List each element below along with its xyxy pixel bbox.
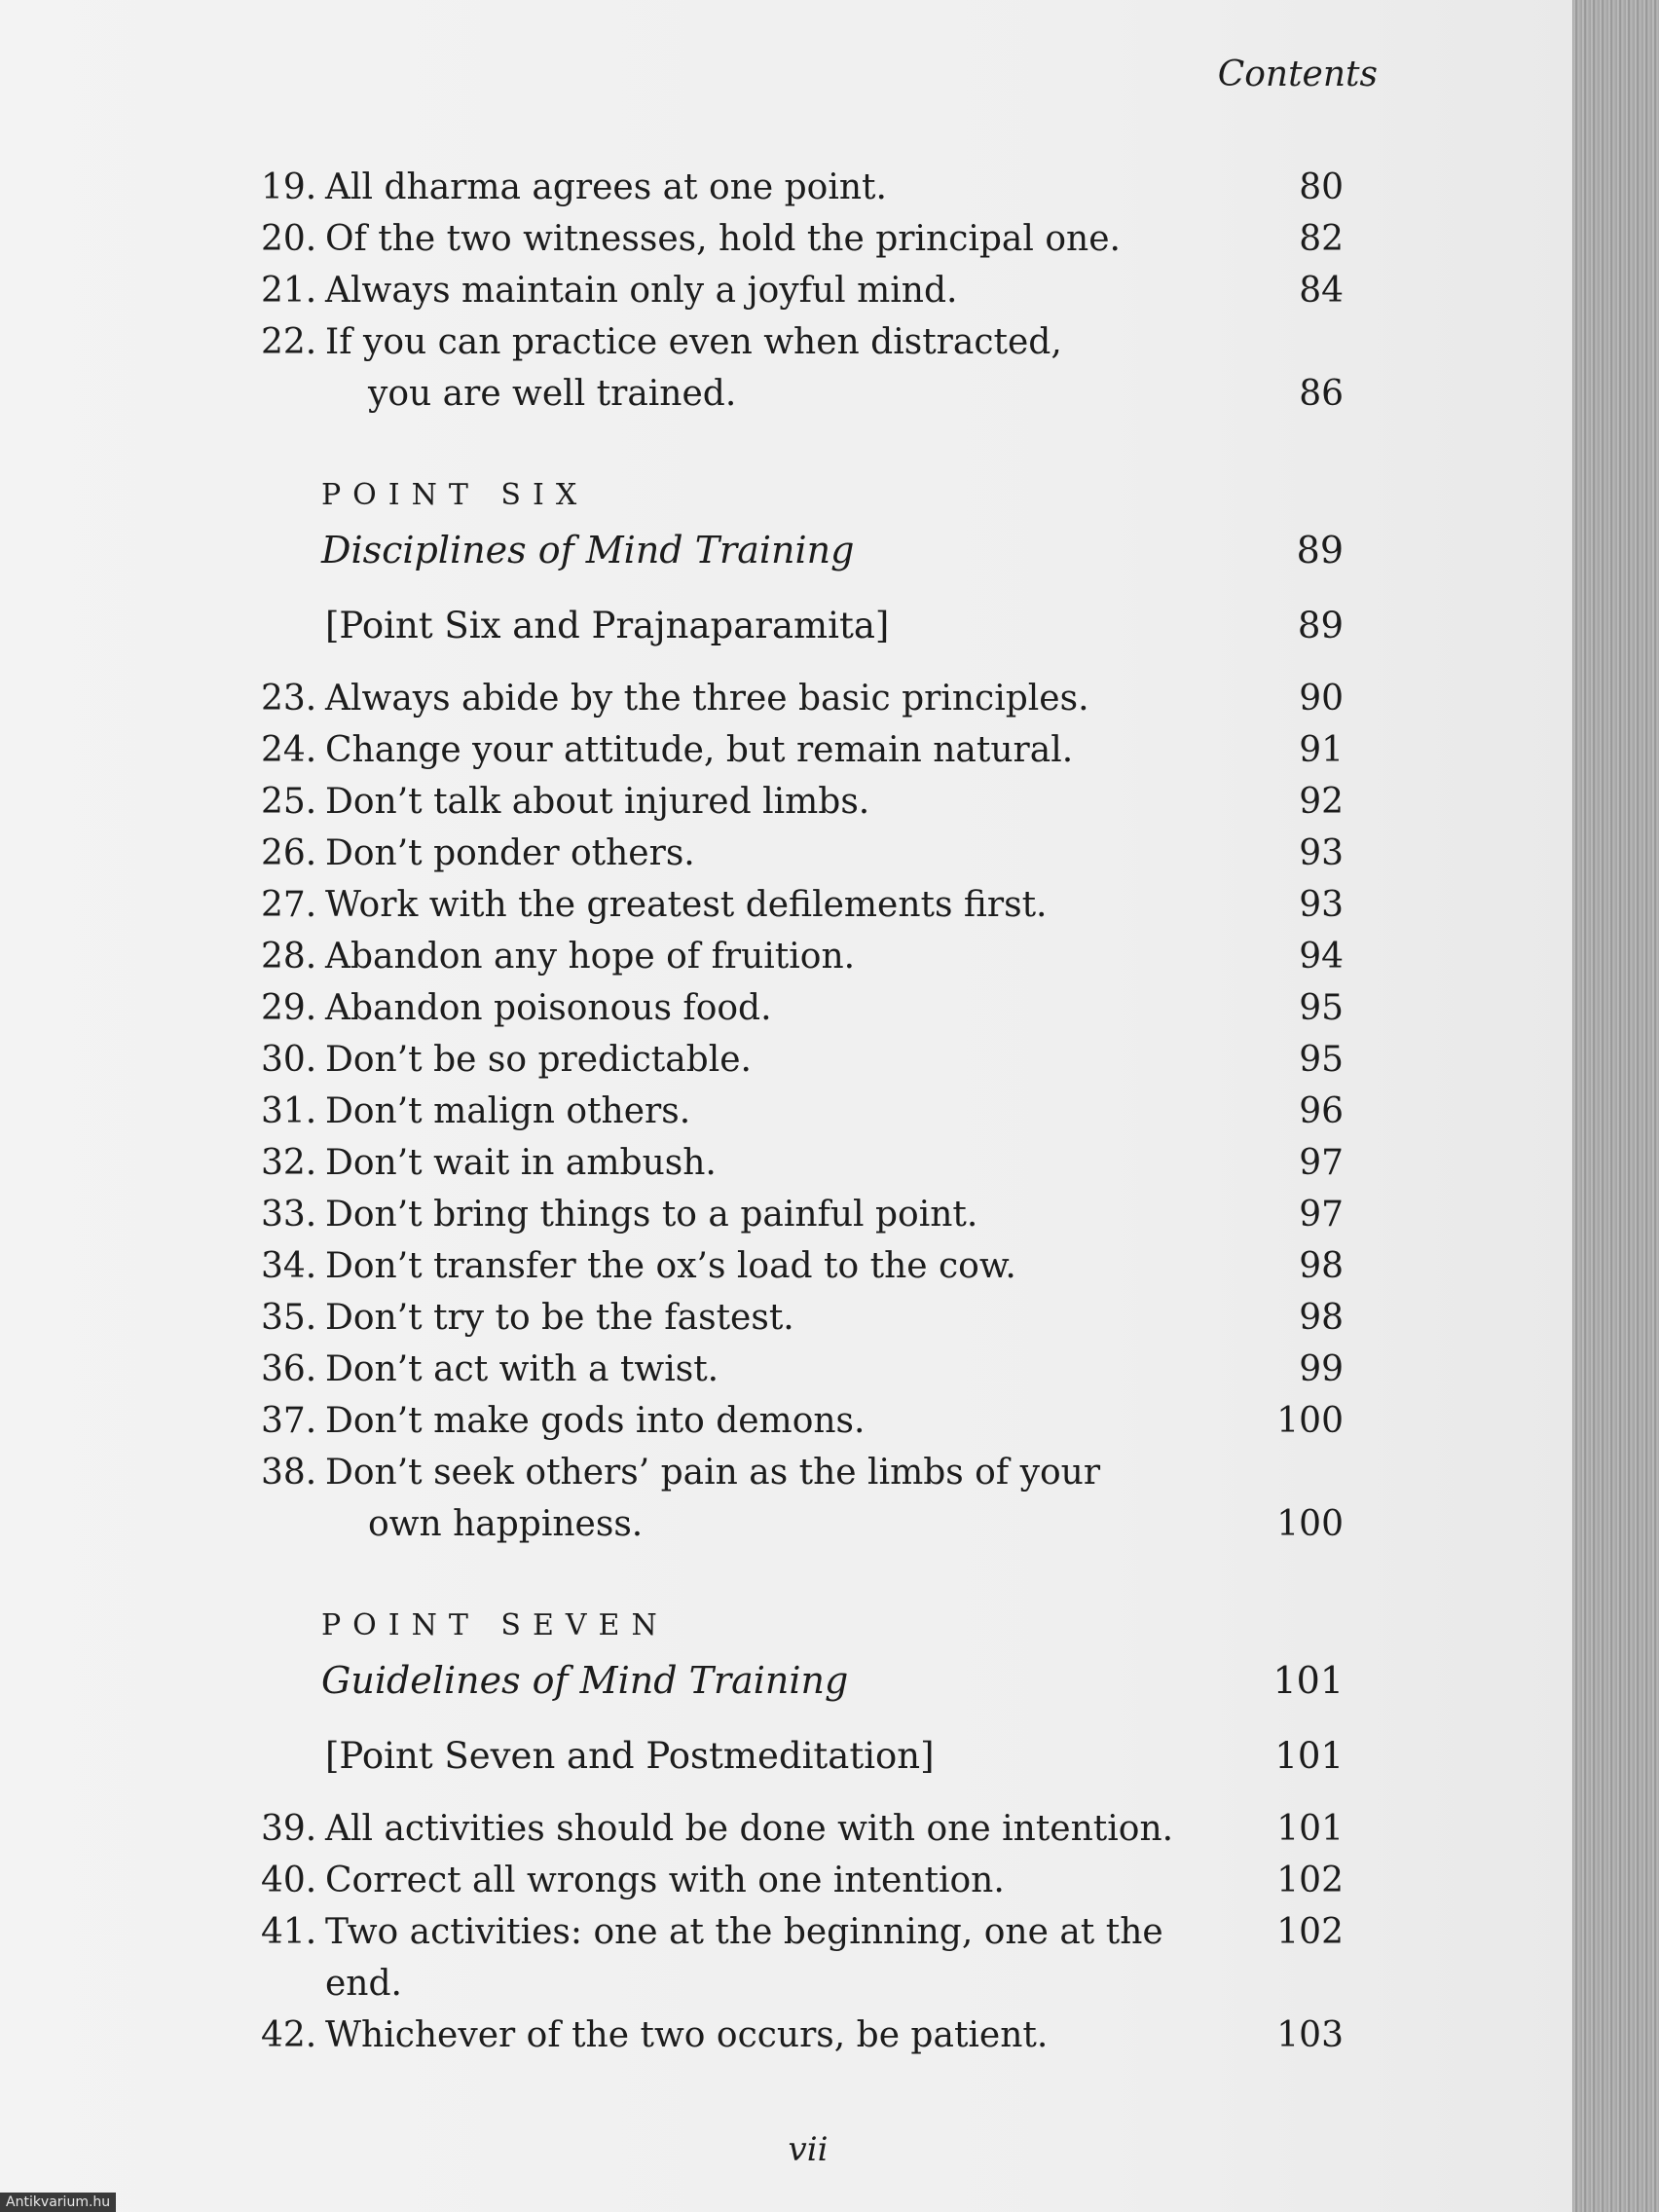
section-subtitle-text: [Point Six and Prajnaparamita] (325, 605, 890, 646)
entry-text: Don’t make gods into demons. (325, 1401, 866, 1441)
entry-text: All activities should be done with one intention. (325, 1809, 1174, 1849)
entry-text: Don’t talk about injured limbs. (325, 782, 870, 822)
section-label: POINT SEVEN (321, 1608, 669, 1642)
entry-number: 27. (261, 885, 317, 925)
entry-number: 25. (261, 782, 317, 822)
entry-number: 21. (261, 271, 317, 311)
entry-number: 20. (261, 219, 317, 259)
toc-entry (261, 1086, 1344, 1137)
entry-number: 22. (261, 322, 317, 362)
entry-text-cont: you are well trained. (368, 374, 737, 414)
entry-text: Don’t be so predictable. (325, 1040, 752, 1080)
entry-page: 100 (1276, 1401, 1344, 1441)
entry-page: 86 (1299, 374, 1344, 414)
entry-number: 41. (261, 1912, 317, 1952)
entry-text: All dharma agrees at one point. (325, 167, 887, 207)
section-title-text: Disciplines of Mind Training (321, 529, 855, 571)
entry-number: 36. (261, 1349, 317, 1389)
entry-text: Don’t bring things to a painful point. (325, 1195, 978, 1235)
entry-text: Of the two witnesses, hold the principal one. (325, 219, 1121, 259)
toc-entry (261, 162, 1344, 213)
section-title-text: Guidelines of Mind Training (321, 1659, 849, 1702)
entry-number: 26. (261, 833, 317, 873)
entry-text: Whichever of the two occurs, be patient. (325, 2015, 1049, 2055)
entry-number: 35. (261, 1298, 317, 1338)
entry-page: 103 (1276, 2015, 1344, 2055)
section-title-page: 89 (1296, 529, 1344, 571)
entry-page: 92 (1299, 782, 1344, 822)
entry-text: Always maintain only a joyful mind. (325, 271, 958, 311)
entry-page: 102 (1276, 1861, 1344, 1900)
entry-page: 90 (1299, 679, 1344, 719)
section-subtitle-page: 101 (1274, 1735, 1344, 1777)
section-subtitle (261, 1727, 1344, 1786)
toc-entry (261, 776, 1344, 828)
entry-page: 93 (1299, 833, 1344, 873)
entries-group-c (261, 1803, 1344, 2061)
entry-text: Don’t malign others. (325, 1091, 691, 1131)
entry-number: 30. (261, 1040, 317, 1080)
section-title (261, 521, 1344, 579)
section-subtitle (261, 597, 1344, 655)
entry-text: Always abide by the three basic principles. (325, 679, 1089, 719)
toc-entry (261, 265, 1344, 316)
entry-number: 38. (261, 1453, 317, 1493)
table-of-contents (261, 162, 1344, 2061)
entry-text: Correct all wrongs with one intention. (325, 1861, 1005, 1900)
entry-number: 34. (261, 1246, 317, 1286)
toc-entry (261, 316, 1344, 368)
toc-entry (261, 2009, 1344, 2061)
entry-text: Abandon any hope of fruition. (325, 937, 856, 977)
section-label: POINT SIX (321, 478, 589, 512)
entry-page: 98 (1299, 1298, 1344, 1338)
entry-page: 82 (1299, 219, 1344, 259)
toc-entry (261, 1906, 1344, 2009)
entry-number: 19. (261, 167, 317, 207)
section-title (261, 1651, 1344, 1710)
entry-page: 97 (1299, 1195, 1344, 1235)
toc-entry (261, 1240, 1344, 1292)
entry-number: 28. (261, 937, 317, 977)
entry-number: 23. (261, 679, 317, 719)
section-subtitle-page: 89 (1297, 605, 1344, 646)
entry-text: Change your attitude, but remain natural. (325, 730, 1074, 770)
entry-page: 84 (1299, 271, 1344, 311)
toc-entry (261, 1395, 1344, 1447)
entry-text: Don’t transfer the ox’s load to the cow. (325, 1246, 1016, 1286)
entry-page: 101 (1276, 1809, 1344, 1849)
entry-page: 93 (1299, 885, 1344, 925)
entry-text: Don’t act with a twist. (325, 1349, 719, 1389)
running-head: Contents (1217, 55, 1378, 94)
entry-page: 95 (1299, 988, 1344, 1028)
entry-page: 100 (1276, 1504, 1344, 1544)
entry-number: 29. (261, 988, 317, 1028)
entry-number: 39. (261, 1809, 317, 1849)
toc-entry (261, 1137, 1344, 1189)
entry-text: Abandon poisonous food. (325, 988, 772, 1028)
toc-entry-continuation (261, 1498, 1344, 1550)
page-stack-edge (1572, 0, 1659, 2212)
entry-text-cont: own happiness. (368, 1504, 644, 1544)
toc-entry (261, 931, 1344, 982)
toc-entry (261, 1344, 1344, 1395)
entry-page: 102 (1276, 1912, 1344, 1952)
toc-entry (261, 1034, 1344, 1086)
entry-page: 96 (1299, 1091, 1344, 1131)
page-number: vii (788, 2130, 829, 2169)
toc-entry (261, 1803, 1344, 1855)
toc-entry (261, 879, 1344, 931)
entry-page: 94 (1299, 937, 1344, 977)
entry-page: 97 (1299, 1143, 1344, 1183)
entry-text: Don’t try to be the fastest. (325, 1298, 794, 1338)
entries-group-a (261, 162, 1344, 316)
toc-entry (261, 724, 1344, 776)
entry-number: 40. (261, 1861, 317, 1900)
toc-entry (261, 828, 1344, 879)
toc-entry (261, 1292, 1344, 1344)
toc-entry (261, 982, 1344, 1034)
entry-text: Two activities: one at the beginning, one at the end. (325, 1912, 1163, 2004)
toc-entry (261, 1447, 1344, 1498)
entry-page: 95 (1299, 1040, 1344, 1080)
entry-page: 98 (1299, 1246, 1344, 1286)
entry-number: 42. (261, 2015, 317, 2055)
entry-number: 37. (261, 1401, 317, 1441)
entry-number: 24. (261, 730, 317, 770)
toc-entry (261, 1855, 1344, 1906)
entry-page: 91 (1299, 730, 1344, 770)
entry-text: Don’t ponder others. (325, 833, 695, 873)
section-title-page: 101 (1272, 1659, 1344, 1702)
entry-text: Don’t wait in ambush. (325, 1143, 717, 1183)
watermark: Antikvarium.hu (0, 2193, 116, 2212)
entry-number: 31. (261, 1091, 317, 1131)
entry-number: 33. (261, 1195, 317, 1235)
entry-text: Don’t seek others’ pain as the limbs of your (325, 1453, 1101, 1493)
toc-entry (261, 213, 1344, 265)
toc-entry-continuation (261, 368, 1344, 420)
entries-group-b (261, 673, 1344, 1447)
section-subtitle-text: [Point Seven and Postmeditation] (325, 1735, 935, 1777)
entry-page: 99 (1299, 1349, 1344, 1389)
entry-text: If you can practice even when distracted, (325, 322, 1062, 362)
toc-entry (261, 673, 1344, 724)
entry-page: 80 (1299, 167, 1344, 207)
entry-number: 32. (261, 1143, 317, 1183)
entry-text: Work with the greatest defilements first. (325, 885, 1048, 925)
toc-entry (261, 1189, 1344, 1240)
